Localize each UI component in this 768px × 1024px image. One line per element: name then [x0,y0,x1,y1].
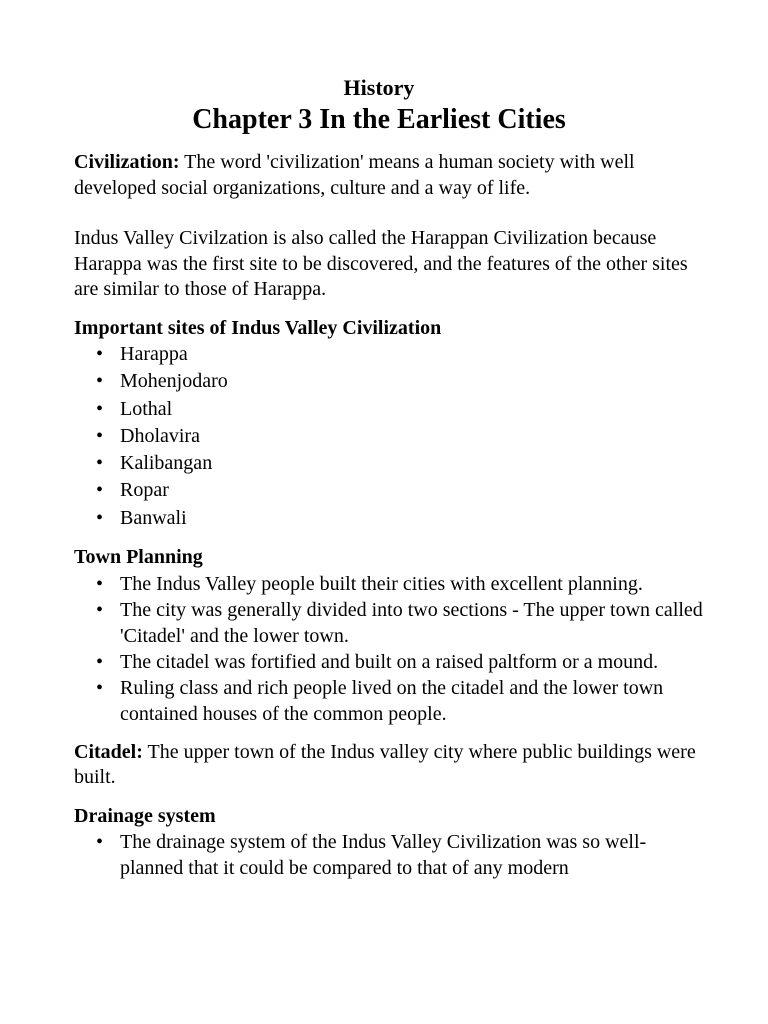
sites-list [74,341,714,532]
drainage-heading: Drainage system [74,804,216,827]
list-item: • Ropar [74,477,714,504]
list-item: • Mohenjodaro [74,368,714,395]
document-page [74,74,714,894]
bullet-icon: • [96,397,104,420]
list-item: • The city was generally divided into two sections - The upper town called 'Citadel' and the lower town. [96,598,703,647]
bullet-icon: • [96,343,104,365]
bullet-icon: • [96,452,104,475]
town-planning-list [74,571,714,727]
list-item: • Banwali [74,505,714,532]
list-item: • Harappa [74,341,714,368]
bullet-icon: • [96,370,104,393]
list-item: • Kalibangan [74,450,714,477]
bullet-icon: • [96,424,104,447]
bullet-icon: • [96,479,104,502]
bullet-icon: • [96,572,104,595]
bullet-icon: • [96,506,104,529]
citadel-term: Citadel: [74,740,143,763]
subject-title: History [343,75,415,100]
list-item: • Lothal [74,396,714,423]
chapter-title: Chapter 3 In the Earliest Cities [192,104,566,135]
list-item: • Dholavira [74,423,714,450]
list-item: • The Indus Valley people built their cities with excellent planning. [96,572,643,595]
list-item: • The drainage system of the Indus Valley Civilization was so well- planned that it could be compared to that of any modern [96,831,647,880]
citadel-definition [74,740,714,791]
indus-paragraph: Indus Valley Civilzation is also called the Harappan Civilization because Harappa was the first site to be discovered, and the features of the other sites are similar to those of Harappa. [74,227,688,300]
sites-heading: Important sites of Indus Valley Civilization [74,316,442,339]
drainage-section [74,804,714,882]
sites-section [74,316,714,533]
list-item: • Ruling class and rich people lived on the citadel and the lower town contained houses of the common people. [96,676,664,725]
bullet-icon: • [96,831,104,854]
bullet-icon: • [96,676,104,699]
town-planning-heading: Town Planning [74,546,203,569]
citadel-text: The upper town of the Indus valley city where public buildings were built. [74,740,696,789]
bullet-icon: • [96,650,104,673]
bullet-icon: • [96,598,104,621]
civilization-text: The word 'civilization' means a human society with well developed social organizations, culture and a way of life. [74,151,635,199]
list-item: • The citadel was fortified and built on a raised paltform or a mound. [96,650,659,673]
drainage-list [74,829,714,881]
civilization-term: Civilization: [74,151,180,173]
civilization-definition [74,150,714,201]
town-planning-section [74,545,714,727]
